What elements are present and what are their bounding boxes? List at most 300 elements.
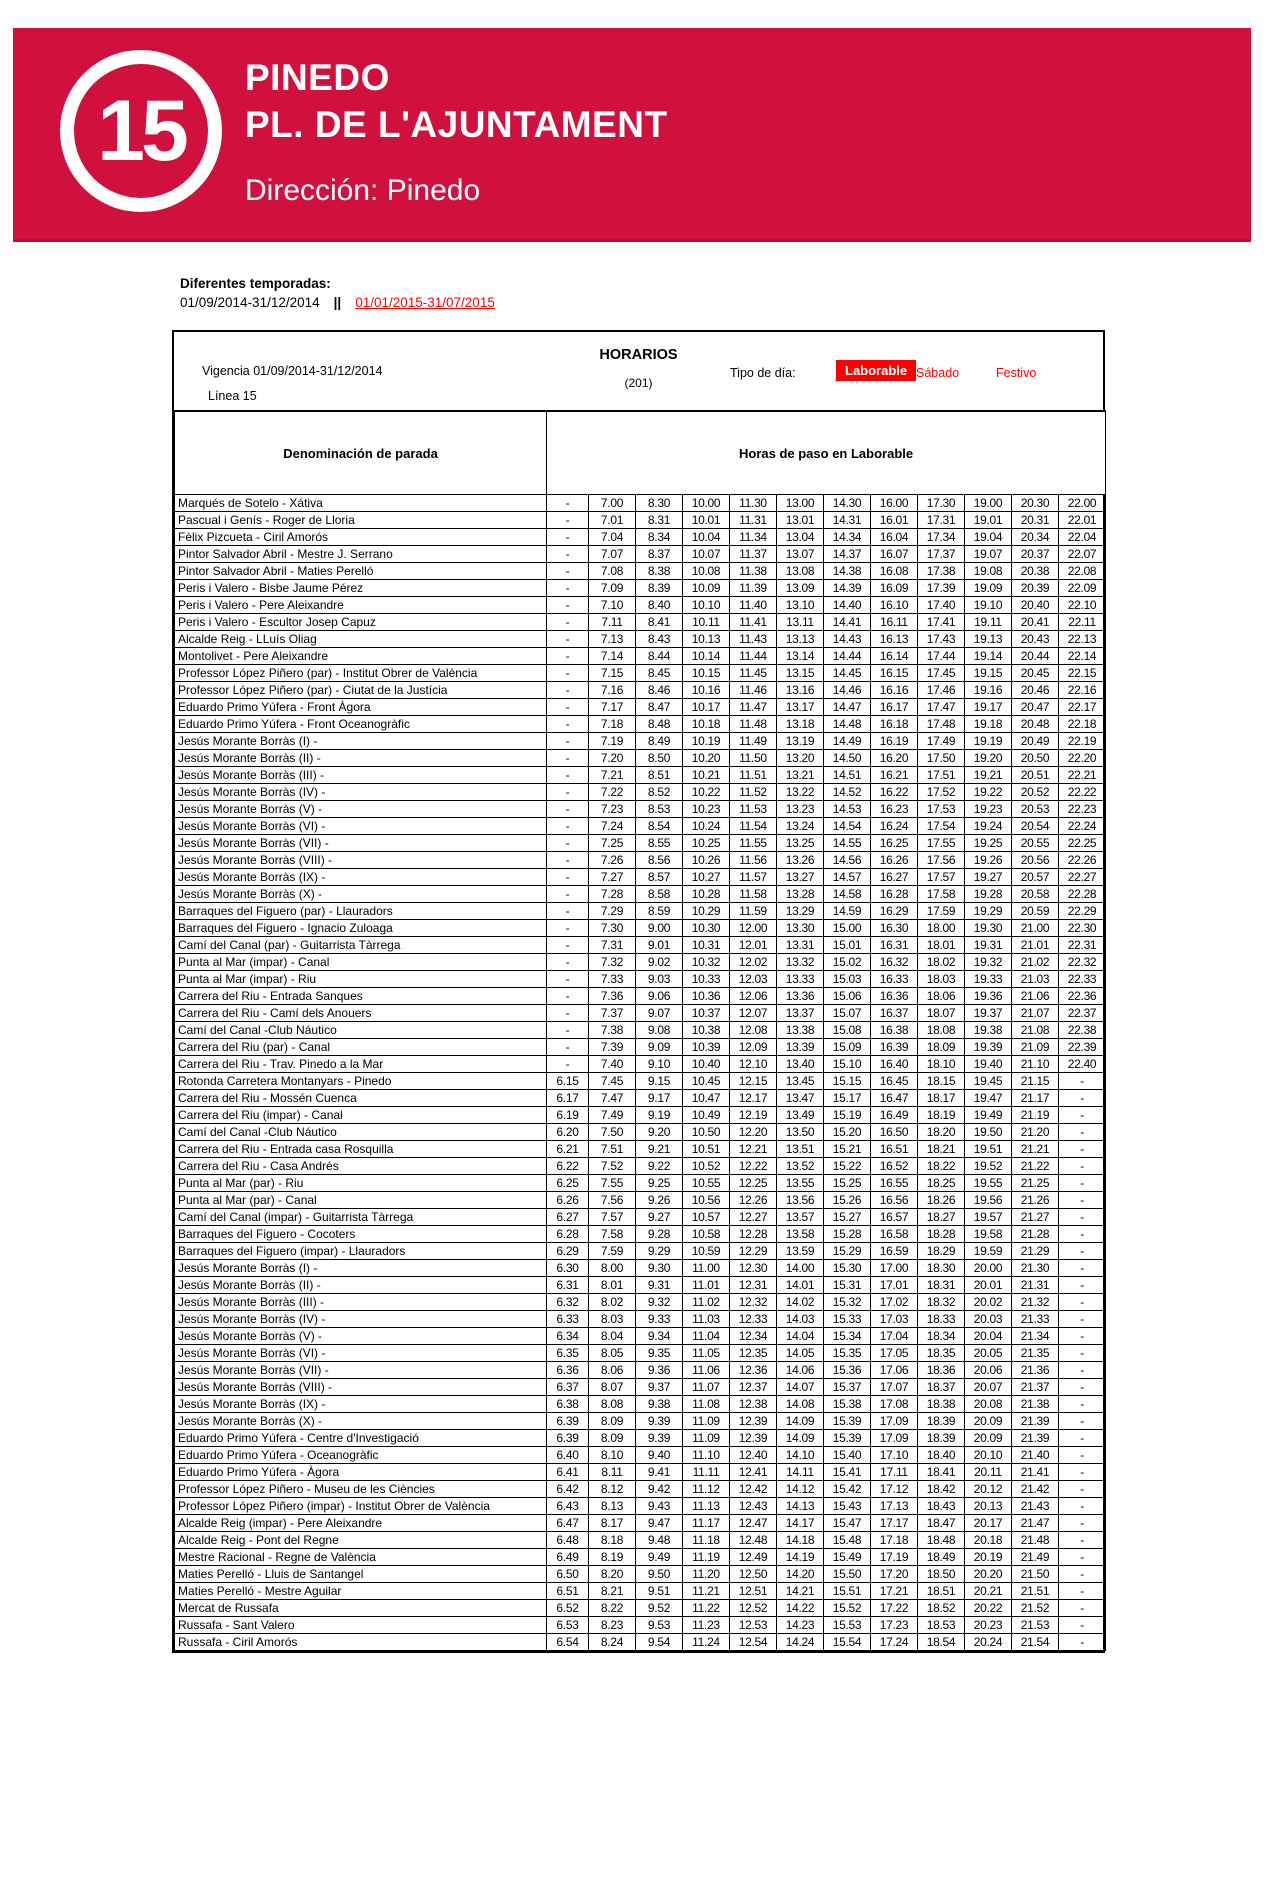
time-cell: 13.49 [777, 1107, 824, 1124]
time-cell: 7.52 [589, 1158, 636, 1175]
time-cell: 8.54 [636, 818, 683, 835]
time-cell: 16.14 [871, 648, 918, 665]
time-cell: 6.28 [547, 1226, 589, 1243]
time-cell: 7.47 [589, 1090, 636, 1107]
stop-name-cell: Jesús Morante Borràs (IX) - [175, 869, 547, 886]
time-cell: 16.27 [871, 869, 918, 886]
time-cell: 17.48 [918, 716, 965, 733]
time-cell: 16.39 [871, 1039, 918, 1056]
time-cell: 21.26 [1012, 1192, 1059, 1209]
time-cell: - [547, 1005, 589, 1022]
time-cell: 16.18 [871, 716, 918, 733]
time-cell: 17.58 [918, 886, 965, 903]
time-cell: 11.17 [683, 1515, 730, 1532]
time-cell: - [547, 546, 589, 563]
time-cell: - [547, 784, 589, 801]
time-cell: 14.09 [777, 1430, 824, 1447]
time-cell: 11.58 [730, 886, 777, 903]
time-cell: 11.48 [730, 716, 777, 733]
time-cell: 14.04 [777, 1328, 824, 1345]
time-cell: 20.51 [1012, 767, 1059, 784]
stop-name-cell: Maties Perelló - Mestre Aguilar [175, 1583, 547, 1600]
time-cell: 8.13 [589, 1498, 636, 1515]
time-cell: 21.47 [1012, 1515, 1059, 1532]
time-cell: 13.21 [777, 767, 824, 784]
time-cell: 22.11 [1059, 614, 1106, 631]
time-cell: 18.08 [918, 1022, 965, 1039]
time-cell: 22.18 [1059, 716, 1106, 733]
time-cell: 16.37 [871, 1005, 918, 1022]
time-cell: 16.30 [871, 920, 918, 937]
time-cell: 17.44 [918, 648, 965, 665]
time-cell: 7.29 [589, 903, 636, 920]
table-row [175, 648, 1106, 665]
time-cell: 14.30 [824, 495, 871, 512]
time-cell: 15.06 [824, 988, 871, 1005]
time-cell: 12.09 [730, 1039, 777, 1056]
time-cell: 13.57 [777, 1209, 824, 1226]
time-cell: 8.01 [589, 1277, 636, 1294]
time-cell: 12.06 [730, 988, 777, 1005]
time-cell: 15.29 [824, 1243, 871, 1260]
stop-name-cell: Eduardo Primo Yúfera - Oceanogràfic [175, 1447, 547, 1464]
time-cell: 7.59 [589, 1243, 636, 1260]
table-row [175, 1413, 1106, 1430]
time-cell: 20.37 [1012, 546, 1059, 563]
time-cell: 14.49 [824, 733, 871, 750]
time-cell: 21.28 [1012, 1226, 1059, 1243]
time-cell: 22.10 [1059, 597, 1106, 614]
time-cell: 7.37 [589, 1005, 636, 1022]
time-cell: 11.12 [683, 1481, 730, 1498]
time-cell: 19.08 [965, 563, 1012, 580]
day-type-laborable[interactable]: Laborable [836, 360, 916, 381]
time-cell: 10.21 [683, 767, 730, 784]
other-season-link[interactable]: 01/01/2015-31/07/2015 [355, 295, 495, 310]
time-cell: - [1059, 1396, 1106, 1413]
time-cell: 8.31 [636, 512, 683, 529]
stop-name-cell: Peris i Valero - Escultor Josep Capuz [175, 614, 547, 631]
seasons-label: Diferentes temporadas: [180, 276, 331, 291]
time-cell: 16.33 [871, 971, 918, 988]
time-cell: 11.38 [730, 563, 777, 580]
header-band [13, 28, 1251, 242]
time-cell: 19.26 [965, 852, 1012, 869]
time-cell: 15.39 [824, 1413, 871, 1430]
table-row [175, 937, 1106, 954]
time-cell: 20.17 [965, 1515, 1012, 1532]
time-cell: 9.41 [636, 1464, 683, 1481]
time-cell: 18.02 [918, 954, 965, 971]
time-cell: - [547, 529, 589, 546]
time-cell: 11.11 [683, 1464, 730, 1481]
time-cell: 9.33 [636, 1311, 683, 1328]
time-cell: 6.27 [547, 1209, 589, 1226]
table-row [175, 954, 1106, 971]
time-cell: 14.24 [777, 1634, 824, 1651]
time-cell: 18.34 [918, 1328, 965, 1345]
table-row [175, 1634, 1106, 1651]
time-cell: 19.37 [965, 1005, 1012, 1022]
table-row [175, 1141, 1106, 1158]
time-cell: 18.00 [918, 920, 965, 937]
time-cell: 7.22 [589, 784, 636, 801]
time-cell: 15.00 [824, 920, 871, 937]
day-type-festivo[interactable]: Festivo [996, 366, 1037, 380]
stop-name-cell: Eduardo Primo Yúfera - Centre d'Investigació [175, 1430, 547, 1447]
time-cell: 15.07 [824, 1005, 871, 1022]
stop-name-cell: Rotonda Carretera Montanyars - Pinedo [175, 1073, 547, 1090]
time-cell: 12.43 [730, 1498, 777, 1515]
time-cell: 6.36 [547, 1362, 589, 1379]
time-cell: 17.17 [871, 1515, 918, 1532]
time-cell: 10.28 [683, 886, 730, 903]
time-cell: 19.49 [965, 1107, 1012, 1124]
time-cell: 15.34 [824, 1328, 871, 1345]
time-cell: 10.38 [683, 1022, 730, 1039]
time-cell: 18.30 [918, 1260, 965, 1277]
time-cell: 10.14 [683, 648, 730, 665]
time-cell: 14.45 [824, 665, 871, 682]
time-cell: 11.23 [683, 1617, 730, 1634]
time-cell: 14.40 [824, 597, 871, 614]
time-cell: 16.32 [871, 954, 918, 971]
time-cell: 16.13 [871, 631, 918, 648]
time-cell: 18.09 [918, 1039, 965, 1056]
time-cell: - [1059, 1209, 1106, 1226]
time-cell: 11.54 [730, 818, 777, 835]
time-cell: 11.13 [683, 1498, 730, 1515]
time-cell: 16.16 [871, 682, 918, 699]
time-cell: 19.25 [965, 835, 1012, 852]
time-cell: 9.00 [636, 920, 683, 937]
time-cell: 9.43 [636, 1498, 683, 1515]
time-cell: - [1059, 1124, 1106, 1141]
time-cell: 10.32 [683, 954, 730, 971]
time-cell: 14.50 [824, 750, 871, 767]
time-cell: 12.48 [730, 1532, 777, 1549]
time-cell: 9.10 [636, 1056, 683, 1073]
table-row [175, 631, 1106, 648]
time-cell: 12.30 [730, 1260, 777, 1277]
time-cell: 12.07 [730, 1005, 777, 1022]
time-cell: 8.08 [589, 1396, 636, 1413]
time-cell: 11.08 [683, 1396, 730, 1413]
time-cell: 7.10 [589, 597, 636, 614]
time-cell: 19.56 [965, 1192, 1012, 1209]
time-cell: 14.19 [777, 1549, 824, 1566]
time-cell: 12.27 [730, 1209, 777, 1226]
time-cell: 13.55 [777, 1175, 824, 1192]
time-cell: 11.18 [683, 1532, 730, 1549]
time-cell: 18.39 [918, 1430, 965, 1447]
time-cell: 6.43 [547, 1498, 589, 1515]
time-cell: 7.30 [589, 920, 636, 937]
time-cell: - [1059, 1447, 1106, 1464]
time-cell: 18.50 [918, 1566, 965, 1583]
time-cell: 20.40 [1012, 597, 1059, 614]
time-cell: 13.59 [777, 1243, 824, 1260]
stop-name-cell: Jesús Morante Borràs (II) - [175, 750, 547, 767]
time-cell: 13.28 [777, 886, 824, 903]
time-cell: 7.14 [589, 648, 636, 665]
table-row [175, 529, 1106, 546]
table-row [175, 1039, 1106, 1056]
time-cell: 8.46 [636, 682, 683, 699]
time-cell: 8.24 [589, 1634, 636, 1651]
time-cell: 7.33 [589, 971, 636, 988]
time-cell: 16.29 [871, 903, 918, 920]
time-cell: 17.09 [871, 1413, 918, 1430]
time-cell: 16.01 [871, 512, 918, 529]
time-cell: 12.19 [730, 1107, 777, 1124]
time-cell: 15.30 [824, 1260, 871, 1277]
time-cell: 10.26 [683, 852, 730, 869]
time-cell: 10.09 [683, 580, 730, 597]
stop-name-cell: Russafa - Ciril Amorós [175, 1634, 547, 1651]
time-cell: 16.57 [871, 1209, 918, 1226]
time-cell: 7.25 [589, 835, 636, 852]
stop-name-cell: Carrera del Riu - Trav. Pinedo a la Mar [175, 1056, 547, 1073]
time-cell: - [547, 614, 589, 631]
time-cell: 19.40 [965, 1056, 1012, 1073]
time-cell: 13.51 [777, 1141, 824, 1158]
time-cell: 12.42 [730, 1481, 777, 1498]
times-column-header: Horas de paso en Laborable [547, 411, 1106, 495]
time-cell: 16.19 [871, 733, 918, 750]
stop-name-cell: Eduardo Primo Yúfera - Front Àgora [175, 699, 547, 716]
time-cell: 9.15 [636, 1073, 683, 1090]
time-cell: 17.10 [871, 1447, 918, 1464]
time-cell: 16.20 [871, 750, 918, 767]
time-cell: 12.40 [730, 1447, 777, 1464]
time-cell: 7.19 [589, 733, 636, 750]
time-cell: 14.39 [824, 580, 871, 597]
time-cell: 16.25 [871, 835, 918, 852]
stop-name-cell: Marqués de Sotelo - Xátiva [175, 495, 547, 512]
time-cell: - [1059, 1379, 1106, 1396]
time-cell: 17.12 [871, 1481, 918, 1498]
time-cell: 17.02 [871, 1294, 918, 1311]
time-cell: - [1059, 1107, 1106, 1124]
stop-name-cell: Peris i Valero - Bisbe Jaume Pérez [175, 580, 547, 597]
time-cell: 11.47 [730, 699, 777, 716]
time-cell: - [547, 716, 589, 733]
stop-name-cell: Eduardo Primo Yúfera - Àgora [175, 1464, 547, 1481]
time-cell: 8.19 [589, 1549, 636, 1566]
time-cell: 22.38 [1059, 1022, 1106, 1039]
time-cell: 17.39 [918, 580, 965, 597]
time-cell: 19.27 [965, 869, 1012, 886]
time-cell: 10.47 [683, 1090, 730, 1107]
time-cell: 21.50 [1012, 1566, 1059, 1583]
time-cell: 11.03 [683, 1311, 730, 1328]
time-cell: 12.54 [730, 1634, 777, 1651]
time-cell: 10.17 [683, 699, 730, 716]
time-cell: 10.04 [683, 529, 730, 546]
time-cell: 13.25 [777, 835, 824, 852]
time-cell: 15.48 [824, 1532, 871, 1549]
time-cell: 8.51 [636, 767, 683, 784]
time-cell: - [547, 495, 589, 512]
time-cell: 7.24 [589, 818, 636, 835]
time-cell: 16.55 [871, 1175, 918, 1192]
time-cell: 6.53 [547, 1617, 589, 1634]
time-cell: 20.59 [1012, 903, 1059, 920]
time-cell: 19.23 [965, 801, 1012, 818]
time-cell: 19.30 [965, 920, 1012, 937]
time-cell: 20.41 [1012, 614, 1059, 631]
time-cell: 17.46 [918, 682, 965, 699]
time-cell: 22.07 [1059, 546, 1106, 563]
time-cell: 15.20 [824, 1124, 871, 1141]
time-cell: 20.54 [1012, 818, 1059, 835]
time-cell: 13.36 [777, 988, 824, 1005]
time-cell: 21.03 [1012, 971, 1059, 988]
time-cell: 17.08 [871, 1396, 918, 1413]
time-cell: 13.20 [777, 750, 824, 767]
time-cell: 14.38 [824, 563, 871, 580]
table-row [175, 1481, 1106, 1498]
page-title [245, 54, 668, 148]
time-cell: 14.10 [777, 1447, 824, 1464]
time-cell: - [547, 869, 589, 886]
table-row [175, 971, 1106, 988]
time-cell: 16.00 [871, 495, 918, 512]
time-cell: 9.36 [636, 1362, 683, 1379]
time-cell: 22.14 [1059, 648, 1106, 665]
schedule-box [172, 330, 1105, 1653]
time-cell: 21.09 [1012, 1039, 1059, 1056]
time-cell: 16.36 [871, 988, 918, 1005]
table-row [175, 1209, 1106, 1226]
time-cell: 14.52 [824, 784, 871, 801]
time-cell: 21.20 [1012, 1124, 1059, 1141]
time-cell: 16.17 [871, 699, 918, 716]
time-cell: 8.07 [589, 1379, 636, 1396]
stop-name-cell: Eduardo Primo Yúfera - Front Oceanogràfic [175, 716, 547, 733]
time-cell: 14.51 [824, 767, 871, 784]
time-cell: 7.26 [589, 852, 636, 869]
time-cell: 17.20 [871, 1566, 918, 1583]
time-cell: 6.17 [547, 1090, 589, 1107]
time-cell: 11.46 [730, 682, 777, 699]
time-cell: 14.59 [824, 903, 871, 920]
time-cell: 10.59 [683, 1243, 730, 1260]
table-row [175, 1260, 1106, 1277]
time-cell: 15.37 [824, 1379, 871, 1396]
time-cell: 22.19 [1059, 733, 1106, 750]
table-row [175, 1311, 1106, 1328]
time-cell: 21.22 [1012, 1158, 1059, 1175]
table-row [175, 699, 1106, 716]
table-row [175, 903, 1106, 920]
time-cell: 19.58 [965, 1226, 1012, 1243]
time-cell: 8.03 [589, 1311, 636, 1328]
time-cell: 19.16 [965, 682, 1012, 699]
time-cell: 6.21 [547, 1141, 589, 1158]
time-cell: 8.10 [589, 1447, 636, 1464]
line-number-badge [60, 50, 222, 212]
table-row [175, 784, 1106, 801]
time-cell: 20.58 [1012, 886, 1059, 903]
time-cell: 19.31 [965, 937, 1012, 954]
time-cell: 14.06 [777, 1362, 824, 1379]
time-cell: 14.02 [777, 1294, 824, 1311]
time-cell: 9.34 [636, 1328, 683, 1345]
day-type-label: Tipo de día: [730, 366, 796, 380]
time-cell: 12.41 [730, 1464, 777, 1481]
time-cell: 22.08 [1059, 563, 1106, 580]
time-cell: 8.39 [636, 580, 683, 597]
time-cell: 14.55 [824, 835, 871, 852]
time-cell: 16.50 [871, 1124, 918, 1141]
timetable [174, 410, 1106, 1651]
time-cell: - [547, 580, 589, 597]
time-cell: 22.39 [1059, 1039, 1106, 1056]
time-cell: 11.04 [683, 1328, 730, 1345]
time-cell: 18.43 [918, 1498, 965, 1515]
table-row [175, 512, 1106, 529]
time-cell: 8.40 [636, 597, 683, 614]
time-cell: 7.58 [589, 1226, 636, 1243]
time-cell: 13.08 [777, 563, 824, 580]
time-cell: 18.51 [918, 1583, 965, 1600]
time-cell: 8.41 [636, 614, 683, 631]
time-cell: 21.27 [1012, 1209, 1059, 1226]
time-cell: 8.56 [636, 852, 683, 869]
line-number: 15 [97, 83, 185, 179]
time-cell: 11.56 [730, 852, 777, 869]
time-cell: 12.39 [730, 1413, 777, 1430]
time-cell: 17.52 [918, 784, 965, 801]
time-cell: 11.43 [730, 631, 777, 648]
time-cell: 17.30 [918, 495, 965, 512]
table-row [175, 750, 1106, 767]
time-cell: 22.26 [1059, 852, 1106, 869]
time-cell: 8.02 [589, 1294, 636, 1311]
time-cell: 9.21 [636, 1141, 683, 1158]
table-row [175, 988, 1106, 1005]
time-cell: 22.13 [1059, 631, 1106, 648]
time-cell: - [1059, 1345, 1106, 1362]
table-row [175, 563, 1106, 580]
time-cell: 20.05 [965, 1345, 1012, 1362]
table-row [175, 1362, 1106, 1379]
time-cell: 17.05 [871, 1345, 918, 1362]
time-cell: 22.30 [1059, 920, 1106, 937]
time-cell: 21.29 [1012, 1243, 1059, 1260]
table-row [175, 1022, 1106, 1039]
time-cell: 11.40 [730, 597, 777, 614]
time-cell: 11.53 [730, 801, 777, 818]
time-cell: 15.54 [824, 1634, 871, 1651]
time-cell: 20.49 [1012, 733, 1059, 750]
table-row [175, 1396, 1106, 1413]
day-type-sabado[interactable]: Sábado [916, 366, 960, 380]
time-cell: 11.44 [730, 648, 777, 665]
time-cell: 8.17 [589, 1515, 636, 1532]
time-cell: 9.48 [636, 1532, 683, 1549]
time-cell: - [547, 767, 589, 784]
table-row [175, 1124, 1106, 1141]
time-cell: 21.25 [1012, 1175, 1059, 1192]
table-row [175, 1379, 1106, 1396]
time-cell: - [1059, 1175, 1106, 1192]
time-cell: 22.20 [1059, 750, 1106, 767]
time-cell: 10.22 [683, 784, 730, 801]
timetable-body [175, 495, 1106, 1651]
